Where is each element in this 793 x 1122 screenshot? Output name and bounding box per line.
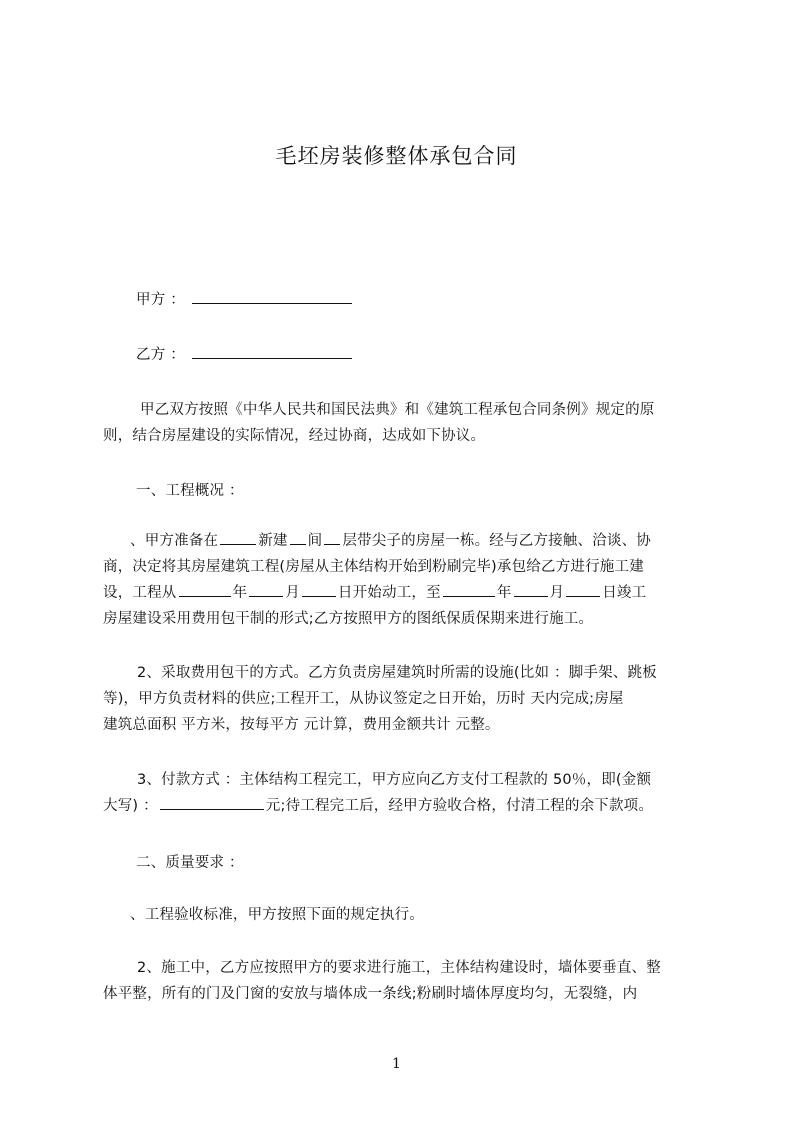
text-fragment: 年: [232, 585, 248, 601]
fill-blank[interactable]: [290, 529, 306, 545]
text-fragment: 间: [307, 533, 323, 549]
fill-blank[interactable]: [514, 581, 548, 597]
text-fragment: 、甲方准备在: [130, 533, 219, 549]
item-1-line-2: 商，决定将其房屋建筑工程(房屋从主体结构开始到粉刷完毕)承包给乙方进行施工建: [103, 559, 644, 575]
party-a-label: 甲方 ：: [136, 292, 185, 308]
party-b-line: [136, 342, 736, 368]
fill-blank[interactable]: [324, 529, 340, 545]
fill-blank[interactable]: [302, 581, 336, 597]
item-2-line-1: 2、采取费用包干的方式。乙方负责房屋建筑时所需的设施(比如 ：脚手架、跳板: [137, 665, 657, 681]
item-2-line-3: 建筑总面积 平方米，按每平方 元计算，费用金额共计 元整。: [103, 717, 500, 733]
text-fragment: 层带尖子的房屋一栋。经与乙方接触、洽谈、协: [342, 533, 652, 549]
fill-blank[interactable]: [443, 581, 495, 597]
text-fragment: 新建: [258, 533, 288, 549]
section-1-item-1: [103, 528, 703, 632]
preamble-line-2: 则，结合房屋建设的实际情况，经过协商，达成如下协议。: [103, 428, 486, 444]
text-fragment: 大写) ：: [103, 798, 158, 814]
text-fragment: 设，工程从: [103, 585, 177, 601]
section-2-item-2: [103, 955, 703, 1007]
fill-blank[interactable]: [220, 529, 256, 545]
item-1-line-4: 房屋建设采用费用包干制的形式;乙方按照甲方的图纸保质保期来进行施工。: [103, 611, 594, 627]
text-fragment: 日竣工: [602, 585, 647, 601]
preamble-paragraph: [103, 397, 703, 449]
party-b-blank[interactable]: [192, 343, 352, 359]
party-a-blank[interactable]: [192, 288, 352, 304]
section-2-heading: 二、质量要求 ：: [136, 855, 244, 871]
item-3-line-2: [103, 793, 703, 819]
section-2-item-2-line-1: 2、施工中，乙方应按照甲方的要求进行施工，主体结构建设时，墙体要垂直、整: [137, 960, 661, 976]
page-number: 1: [392, 1056, 401, 1072]
item-3-line-1: 3、付款方式 ：主体结构工程完工，甲方应向乙方支付工程款的 50％，即(金额: [137, 772, 652, 788]
text-fragment: 月: [285, 585, 300, 601]
text-fragment: 日开始动工，至: [337, 585, 441, 601]
section-1-item-3: [103, 767, 703, 819]
text-fragment: 月: [549, 585, 565, 601]
amount-blank[interactable]: [160, 794, 264, 810]
text-fragment: 年: [496, 585, 512, 601]
document-title: 毛坯房装修整体承包合同: [275, 144, 518, 168]
party-a-line: [136, 287, 736, 313]
fill-blank[interactable]: [566, 581, 600, 597]
fill-blank[interactable]: [179, 581, 231, 597]
section-2-item-1: 、工程验收标准，甲方按照下面的规定执行。: [130, 907, 424, 923]
fill-blank[interactable]: [249, 581, 283, 597]
item-1-line-1: [103, 528, 703, 554]
party-b-label: 乙方 ：: [136, 347, 185, 363]
section-1-item-2: [103, 660, 703, 738]
section-1-heading: 一、工程概况 ：: [136, 483, 244, 499]
item-2-line-2: 等)，甲方负责材料的供应;工程开工，从协议签定之日开始，历时 天内完成;房屋: [103, 691, 624, 707]
text-fragment: 元;待工程完工后，经甲方验收合格，付清工程的余下款项。: [265, 798, 654, 814]
item-1-line-3: [103, 580, 703, 606]
preamble-line-1: 甲乙双方按照《中华人民共和国民法典》和《建筑工程承包合同条例》规定的原: [140, 402, 655, 418]
section-2-item-2-line-2: 体平整，所有的门及门窗的安放与墙体成一条线;粉刷时墙体厚度均匀，无裂缝，内: [103, 986, 638, 1002]
